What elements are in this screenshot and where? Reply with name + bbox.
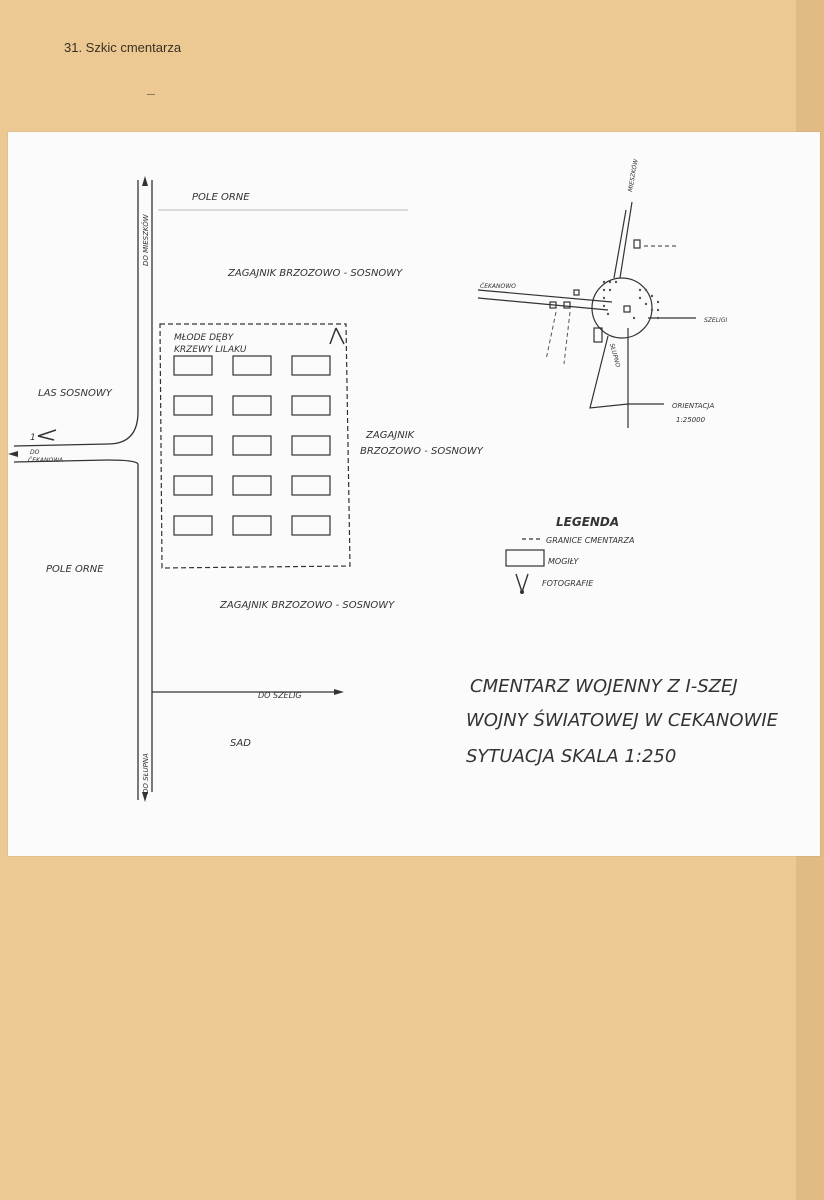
inset-dashed-path-2 <box>564 312 570 364</box>
label-pole-orne-left: POLE ORNE <box>46 564 104 575</box>
inset-building-3 <box>564 302 570 308</box>
inset-road-mieszkow-2 <box>614 210 626 278</box>
photo-marker-1 <box>38 430 56 440</box>
legend <box>506 515 634 594</box>
label-las-sosnowy: LAS SOSNOWY <box>38 388 112 399</box>
cemetery-sketch <box>8 132 820 856</box>
label-sad: SAD <box>230 738 251 749</box>
label-do-cekanowa-1: DO <box>30 449 40 456</box>
label-zagajnik-bottom: ZAGAJNIK BRZOZOWO - SOSNOWY <box>220 600 395 611</box>
label-zagajnik-right-1: ZAGAJNIK <box>366 430 415 441</box>
grave <box>174 516 212 535</box>
grave <box>292 396 330 415</box>
arrow-west <box>8 451 18 457</box>
grave <box>292 476 330 495</box>
arrow-east <box>334 689 344 695</box>
grave <box>233 356 271 375</box>
grave <box>292 516 330 535</box>
legend-grave-symbol <box>506 550 544 566</box>
grave <box>174 396 212 415</box>
inset-scale: 1:25000 <box>676 416 706 424</box>
label-zagajnik-top: ZAGAJNIK BRZOZOWO - SOSNOWY <box>228 268 403 279</box>
grave <box>174 436 212 455</box>
inset-dashed-path-1 <box>546 312 556 360</box>
inset-building-1 <box>634 240 640 248</box>
label-zagajnik-right-2: BRZOZOWO - SOSNOWY <box>360 446 483 457</box>
orientation-circle <box>592 278 652 338</box>
label-do-mieszkow: DO MIESZKÓW <box>142 214 150 266</box>
grave <box>233 396 271 415</box>
inset-title: ORIENTACJA <box>672 402 715 410</box>
sketch-sheet <box>8 132 820 856</box>
orientation-inset <box>478 157 727 428</box>
inset-label-szelig: SZELIGI <box>704 317 728 324</box>
graves-grid <box>174 356 330 535</box>
legend-photo-dot <box>520 590 524 594</box>
inset-label-slupno: SŁUPNO <box>608 342 622 369</box>
photo-marker-2 <box>330 328 344 344</box>
legend-title: LEGENDA <box>556 515 620 529</box>
stray-mark <box>147 94 155 95</box>
grave <box>292 356 330 375</box>
legend-boundary-label: GRANICE CMENTARZA <box>546 536 635 545</box>
legend-photo-symbol <box>516 574 528 592</box>
label-photo-1: 1 <box>30 433 36 443</box>
label-krzewy-lilaku: KRZEWY LILAKU <box>174 345 247 355</box>
inset-building-4 <box>574 290 579 295</box>
cemetery-boundary <box>160 324 350 568</box>
inset-cemetery-mark <box>624 306 630 312</box>
title-block <box>466 676 779 767</box>
label-do-szelig: DO SZELIG <box>258 691 302 700</box>
label-pole-orne-top: POLE ORNE <box>192 192 250 203</box>
title-line-2: WOJNY ŚWIATOWEJ W CEKANOWIE <box>466 710 779 731</box>
grave <box>292 436 330 455</box>
legend-graves-label: MOGIŁY <box>548 557 579 566</box>
label-do-slupna: DO SŁUPNA <box>142 753 150 794</box>
grave <box>174 476 212 495</box>
figure-caption: 31. Szkic cmentarza <box>64 40 182 55</box>
label-do-cekanowa-2: ĆEKANOWA <box>28 457 63 464</box>
grave <box>233 516 271 535</box>
inset-label-cekanowo: ĆEKANOWO <box>480 283 516 290</box>
title-line-1: CMENTARZ WOJENNY Z I-SZEJ <box>470 676 738 697</box>
grave <box>174 356 212 375</box>
label-mlode-deby: MŁODE DĘBY <box>174 333 234 343</box>
inset-building-5 <box>594 328 602 342</box>
inset-label-mieszkow: MIESZKÓW <box>627 158 640 193</box>
grave <box>233 436 271 455</box>
legend-photos-label: FOTOGRAFIE <box>542 579 594 588</box>
grave <box>233 476 271 495</box>
title-line-3: SYTUACJA SKALA 1:250 <box>466 746 677 767</box>
arrow-north <box>142 176 148 186</box>
